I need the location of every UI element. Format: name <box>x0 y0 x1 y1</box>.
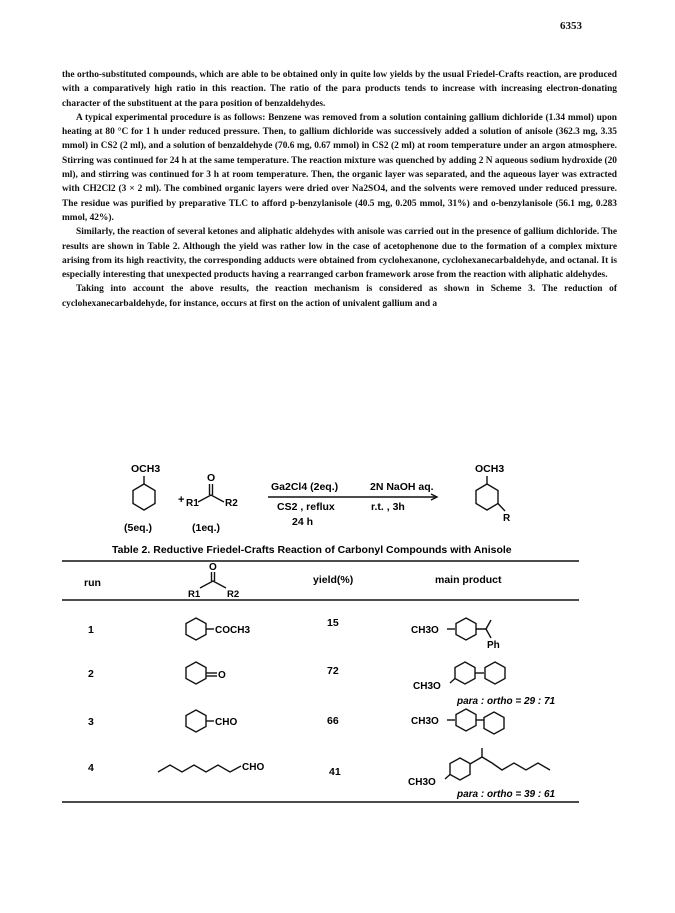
run-number: 3 <box>88 716 94 728</box>
table-row <box>88 762 556 800</box>
header-r2: R2 <box>227 589 240 600</box>
solvent-text: CS2 , reflux <box>277 501 335 513</box>
substrate-label: CHO <box>215 717 238 728</box>
plus-sign: + <box>178 494 185 506</box>
paragraph-1: the ortho-substituted compounds, which are able to be obtained only in quite low yields by the usual Friedel-Crafts reaction, are produced with a comparatively high ratio in this reaction. The ratio of the para products tends to increase with increasing electron-donating character of the substituent at the para position of benzaldehydes. <box>62 70 617 109</box>
isomer-ratio: para : ortho = 29 : 71 <box>457 696 556 707</box>
substrate-label: O <box>218 670 226 681</box>
yield-value: 15 <box>327 617 339 629</box>
run-number: 4 <box>88 762 94 774</box>
product-substituent: Ph <box>487 640 500 651</box>
header-product: main product <box>435 574 502 586</box>
table-caption: Table 2. Reductive Friedel-Crafts Reaction of Carbonyl Compounds with Anisole <box>112 544 512 556</box>
substrate-label: COCH3 <box>215 625 251 636</box>
paragraph-2: A typical experimental procedure is as follows: Benzene was removed from a solution containing gallium dichloride (1.34 mmol) upon heating at 80 °C for 1 h under reduced pressure. Then, to gallium dichloride was successively added a solution of anisole (362.3 mg, 3.35 mmol) in CS2 (2 ml), and a solution of benzaldehyde (70.6 mg, 0.67 mmol) in CS2 (2 ml) at room temperature under an argon atmosphere. Stirring was continued for 24 h at the same temperature. The reaction mixture was quenched by adding 2 N aqueous sodium hydroxide (20 ml), and stirring was continued for 3 h at room temperature. Then, the organic layer was separated, and the aqueous layer was extracted with CH2Cl2 (3 × 2 ml). The combined organic layers were dried over Na2SO4, and the solvents were removed under reduced pressure. The residue was purified by preparative TLC to afford p-benzylanisole (40.5 mg, 0.205 mmol, 31%) and o-benzylanisole (56.1 mg, 0.283 mmol, 42%). <box>62 112 617 223</box>
product-ring <box>476 484 498 510</box>
body-text <box>62 68 617 311</box>
header-run: run <box>84 577 101 589</box>
header-yield: yield(%) <box>313 574 354 586</box>
substrate-label: CHO <box>242 762 265 773</box>
anisole-och3: OCH3 <box>131 463 161 475</box>
run-number: 2 <box>88 668 94 680</box>
workup-text: 2N NaOH aq. <box>370 481 434 493</box>
table-row <box>88 617 500 651</box>
yield-value: 72 <box>327 665 339 677</box>
product-label: CH3O <box>408 777 436 788</box>
product-label: CH3O <box>413 681 441 692</box>
table-row <box>88 715 439 728</box>
carbonyl-skeleton <box>198 495 224 502</box>
yield-value: 41 <box>329 766 341 778</box>
product-label: CH3O <box>411 716 439 727</box>
product-label: CH3O <box>411 625 439 636</box>
isomer-ratio: para : ortho = 39 : 61 <box>457 789 556 800</box>
carbonyl-equiv: (1eq.) <box>192 522 221 534</box>
reagent-text: Ga2Cl4 (2eq.) <box>271 481 339 493</box>
header-r1: R1 <box>188 589 201 600</box>
paragraph-4: Taking into account the above results, the reaction mechanism is considered as shown in Scheme 3. The reduction of cyclohexanecarbaldehyde, for instance, occurs at first on the action of univalent gallium and a <box>62 284 617 309</box>
product-r: R <box>503 513 511 524</box>
carbonyl-oxygen: O <box>207 472 216 484</box>
yield-value: 66 <box>327 715 339 727</box>
product-och3: OCH3 <box>475 463 505 475</box>
anisole-ring <box>133 484 155 510</box>
r2-label: R2 <box>225 498 238 509</box>
time-text: 24 h <box>292 516 314 528</box>
anisole-equiv: (5eq.) <box>124 522 153 534</box>
header-carbonyl-o: O <box>209 562 217 573</box>
paragraph-3: Similarly, the reaction of several ketones and aliphatic aldehydes with anisole was carried out in the presence of gallium dichloride. The results are shown in Table 2. Although the yield was rather low in the case of acetophenone due to the formation of a complex mixture arising from its high reactivity, the corresponding adducts were obtained from cyclohexanone, cyclohexanecarbaldehyde, and octanal. It is especially interesting that unexpected products having a rearranged carbon framework arose from the reaction with aliphatic aldehydes. <box>62 227 617 281</box>
r1-label: R1 <box>186 498 199 509</box>
run-number: 1 <box>88 624 94 636</box>
page-number: 6353 <box>560 20 582 32</box>
reaction-scheme <box>0 428 675 823</box>
workup-conditions: r.t. , 3h <box>371 501 405 513</box>
